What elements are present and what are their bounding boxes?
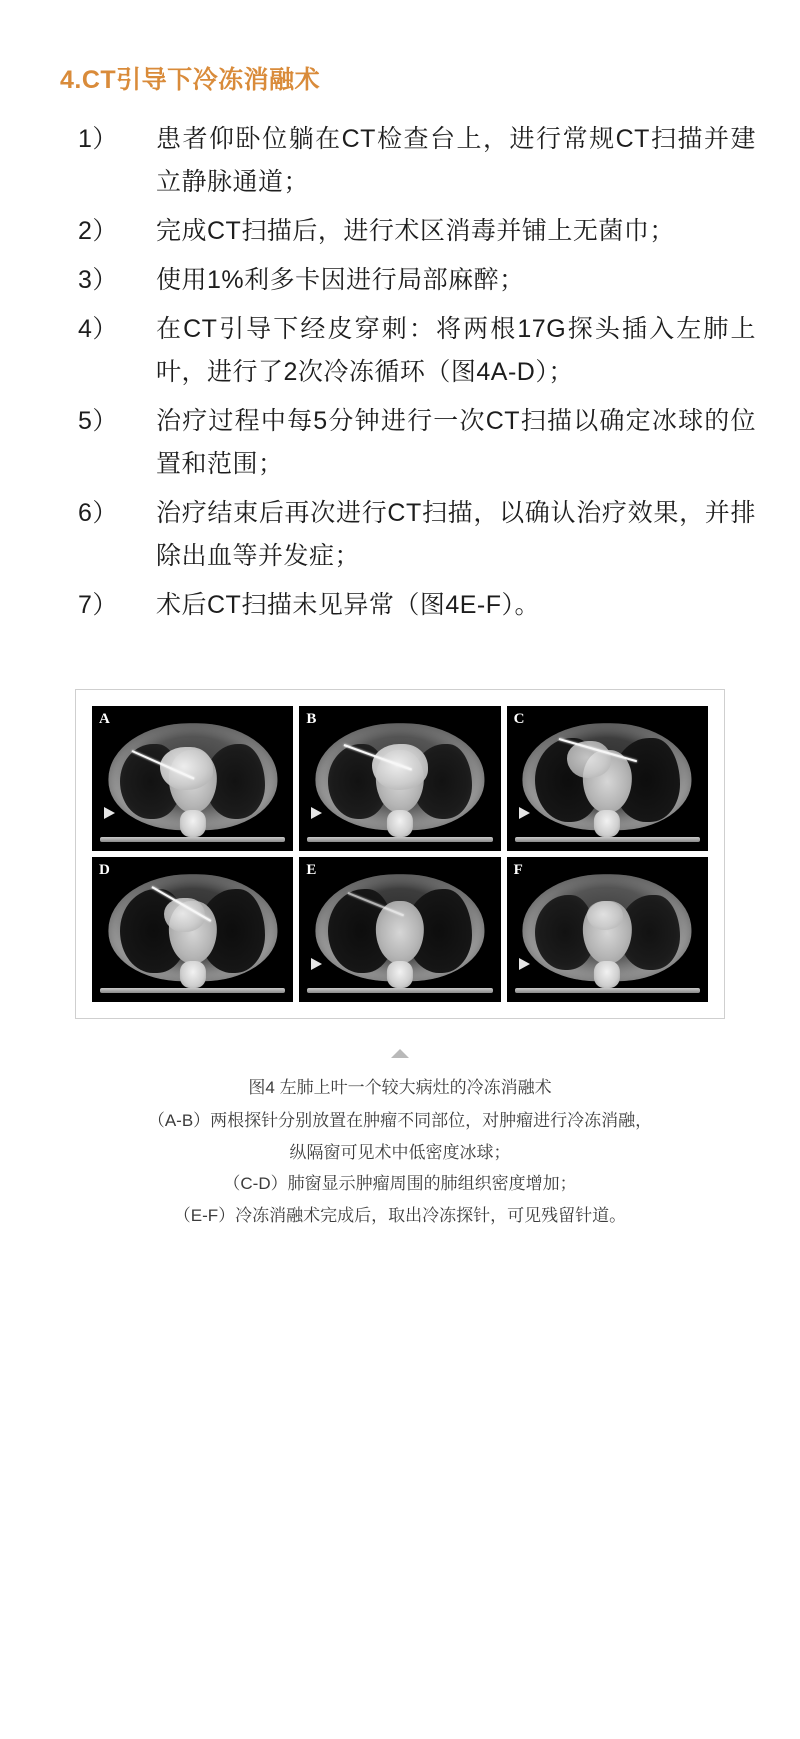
ct-image-f — [507, 857, 708, 1002]
step-text: 治疗过程中每5分钟进行一次CT扫描以确定冰球的位置和范围； — [156, 407, 756, 478]
caption-line: （E-F）冷冻消融术完成后，取出冷冻探针，可见残留针道。 — [173, 1205, 627, 1225]
ct-arrow-marker — [519, 958, 530, 970]
caption-line: （A-B）两根探针分别放置在肿瘤不同部位，对肿瘤进行冷冻消融， — [147, 1111, 653, 1131]
list-item — [0, 259, 800, 302]
step-number: 3） — [78, 266, 118, 294]
list-item — [0, 584, 800, 627]
step-text: 治疗结束后再次进行CT扫描，以确认治疗效果，并排除出血等并发症； — [156, 499, 756, 570]
ct-spine — [180, 810, 206, 836]
ct-image-a — [92, 706, 293, 851]
panel-label-a: A — [99, 711, 110, 727]
step-number: 2） — [78, 217, 118, 245]
figure-grid — [92, 706, 708, 1002]
step-number: 1） — [78, 125, 118, 153]
ct-arrow-marker — [311, 807, 322, 819]
ct-spine — [387, 810, 413, 836]
ct-table-edge — [515, 837, 700, 842]
caption-line: （C-D）肺窗显示肿瘤周围的肺组织密度增加； — [223, 1174, 577, 1194]
document-page — [0, 60, 800, 1301]
ct-lesion — [372, 744, 428, 790]
ct-table-edge — [100, 988, 285, 993]
ct-image-c — [507, 706, 708, 851]
section-title: 4.CT引导下冷冻消融术 — [60, 66, 321, 94]
panel-label-c: C — [513, 711, 525, 727]
ct-image-d — [92, 857, 293, 1002]
bottom-spacer — [0, 1231, 800, 1301]
list-item — [0, 492, 800, 578]
caption-title: 图4 左肺上叶一个较大病灶的冷冻消融术 — [248, 1078, 552, 1097]
ct-table-edge — [307, 837, 492, 842]
ct-lesion — [587, 901, 623, 930]
ct-arrow-marker — [311, 958, 322, 970]
list-item — [0, 308, 800, 394]
procedure-step-list — [0, 118, 800, 627]
panel-label-b: B — [306, 711, 317, 727]
step-text: 在CT引导下经皮穿刺：将两根17G探头插入左肺上叶，进行了2次冷冻循环（图4A-D）； — [156, 315, 756, 386]
ct-spine — [594, 961, 620, 987]
step-text: 完成CT扫描后，进行术区消毒并铺上无菌巾； — [156, 217, 675, 245]
list-item — [0, 118, 800, 204]
step-number: 7） — [78, 591, 118, 619]
list-item — [0, 210, 800, 253]
step-text: 使用1%利多卡因进行局部麻醉； — [156, 266, 525, 294]
ct-arrow-marker — [104, 807, 115, 819]
panel-label-e: E — [306, 862, 317, 878]
step-text: 术后CT扫描未见异常（图4E-F）。 — [156, 591, 541, 619]
step-number: 6） — [78, 499, 118, 527]
step-number: 5） — [78, 407, 118, 435]
figure-panel-container — [75, 689, 725, 1019]
figure-caption — [50, 1072, 750, 1231]
ct-image-e — [299, 857, 500, 1002]
ct-image-b — [299, 706, 500, 851]
step-text: 患者仰卧位躺在CT检查台上，进行常规CT扫描并建立静脉通道； — [156, 125, 756, 196]
caret-up-icon — [391, 1049, 409, 1058]
ct-spine — [387, 961, 413, 987]
ct-table-edge — [515, 988, 700, 993]
ct-table-edge — [307, 988, 492, 993]
ct-table-edge — [100, 837, 285, 842]
ct-spine — [180, 961, 206, 987]
ct-spine — [594, 810, 620, 836]
panel-label-d: D — [99, 862, 110, 878]
ct-arrow-marker — [519, 807, 530, 819]
list-item — [0, 400, 800, 486]
step-number: 4） — [78, 315, 118, 343]
panel-label-f: F — [513, 862, 523, 878]
caption-line: 纵隔窗可见术中低密度冰球； — [289, 1142, 511, 1162]
